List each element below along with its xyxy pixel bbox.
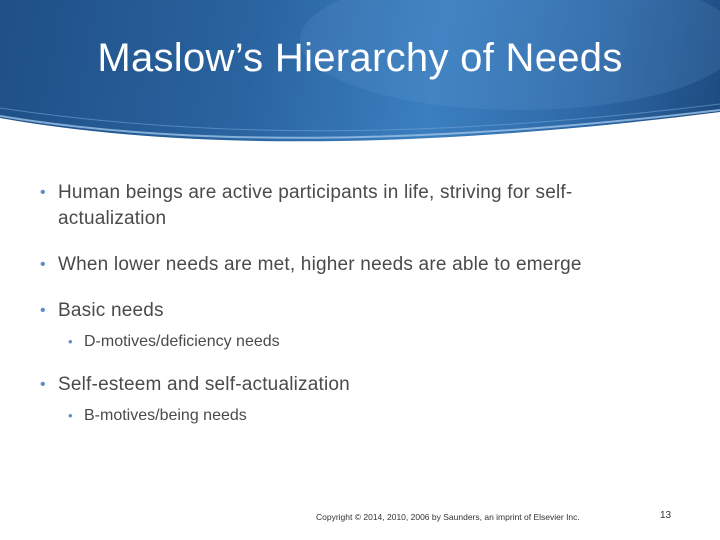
slide-number: 13 (660, 510, 672, 521)
bullet-list (28, 180, 668, 427)
bullet-dot: • (40, 256, 46, 273)
sub-bullet-text: D-motives/deficiency needs (84, 333, 280, 350)
title-banner (0, 0, 720, 150)
bullet-item (28, 372, 668, 398)
sub-bullet-item (28, 405, 668, 427)
bullet-item (28, 180, 648, 232)
sub-bullet-dot: • (68, 408, 73, 423)
slide-title: Maslow’s Hierarchy of Needs (97, 36, 623, 80)
bullet-dot: • (40, 376, 46, 393)
bullet-dot: • (40, 184, 46, 201)
bullet-text: Human beings are active participants in life, striving for self-actualization (58, 182, 573, 229)
sub-bullet-dot: • (68, 334, 73, 349)
bullet-item (28, 252, 668, 278)
bullet-dot: • (40, 302, 46, 319)
bullet-item (28, 298, 668, 324)
sub-bullet-item (28, 331, 668, 353)
bullet-text: Basic needs (58, 300, 164, 321)
copyright-notice: Copyright © 2014, 2010, 2006 by Saunders, an imprint of Elsevier Inc. (316, 512, 580, 522)
sub-bullet-text: B-motives/being needs (84, 407, 247, 424)
bullet-text: Self-esteem and self-actualization (58, 374, 350, 395)
bullet-text: When lower needs are met, higher needs are able to emerge (58, 254, 582, 275)
